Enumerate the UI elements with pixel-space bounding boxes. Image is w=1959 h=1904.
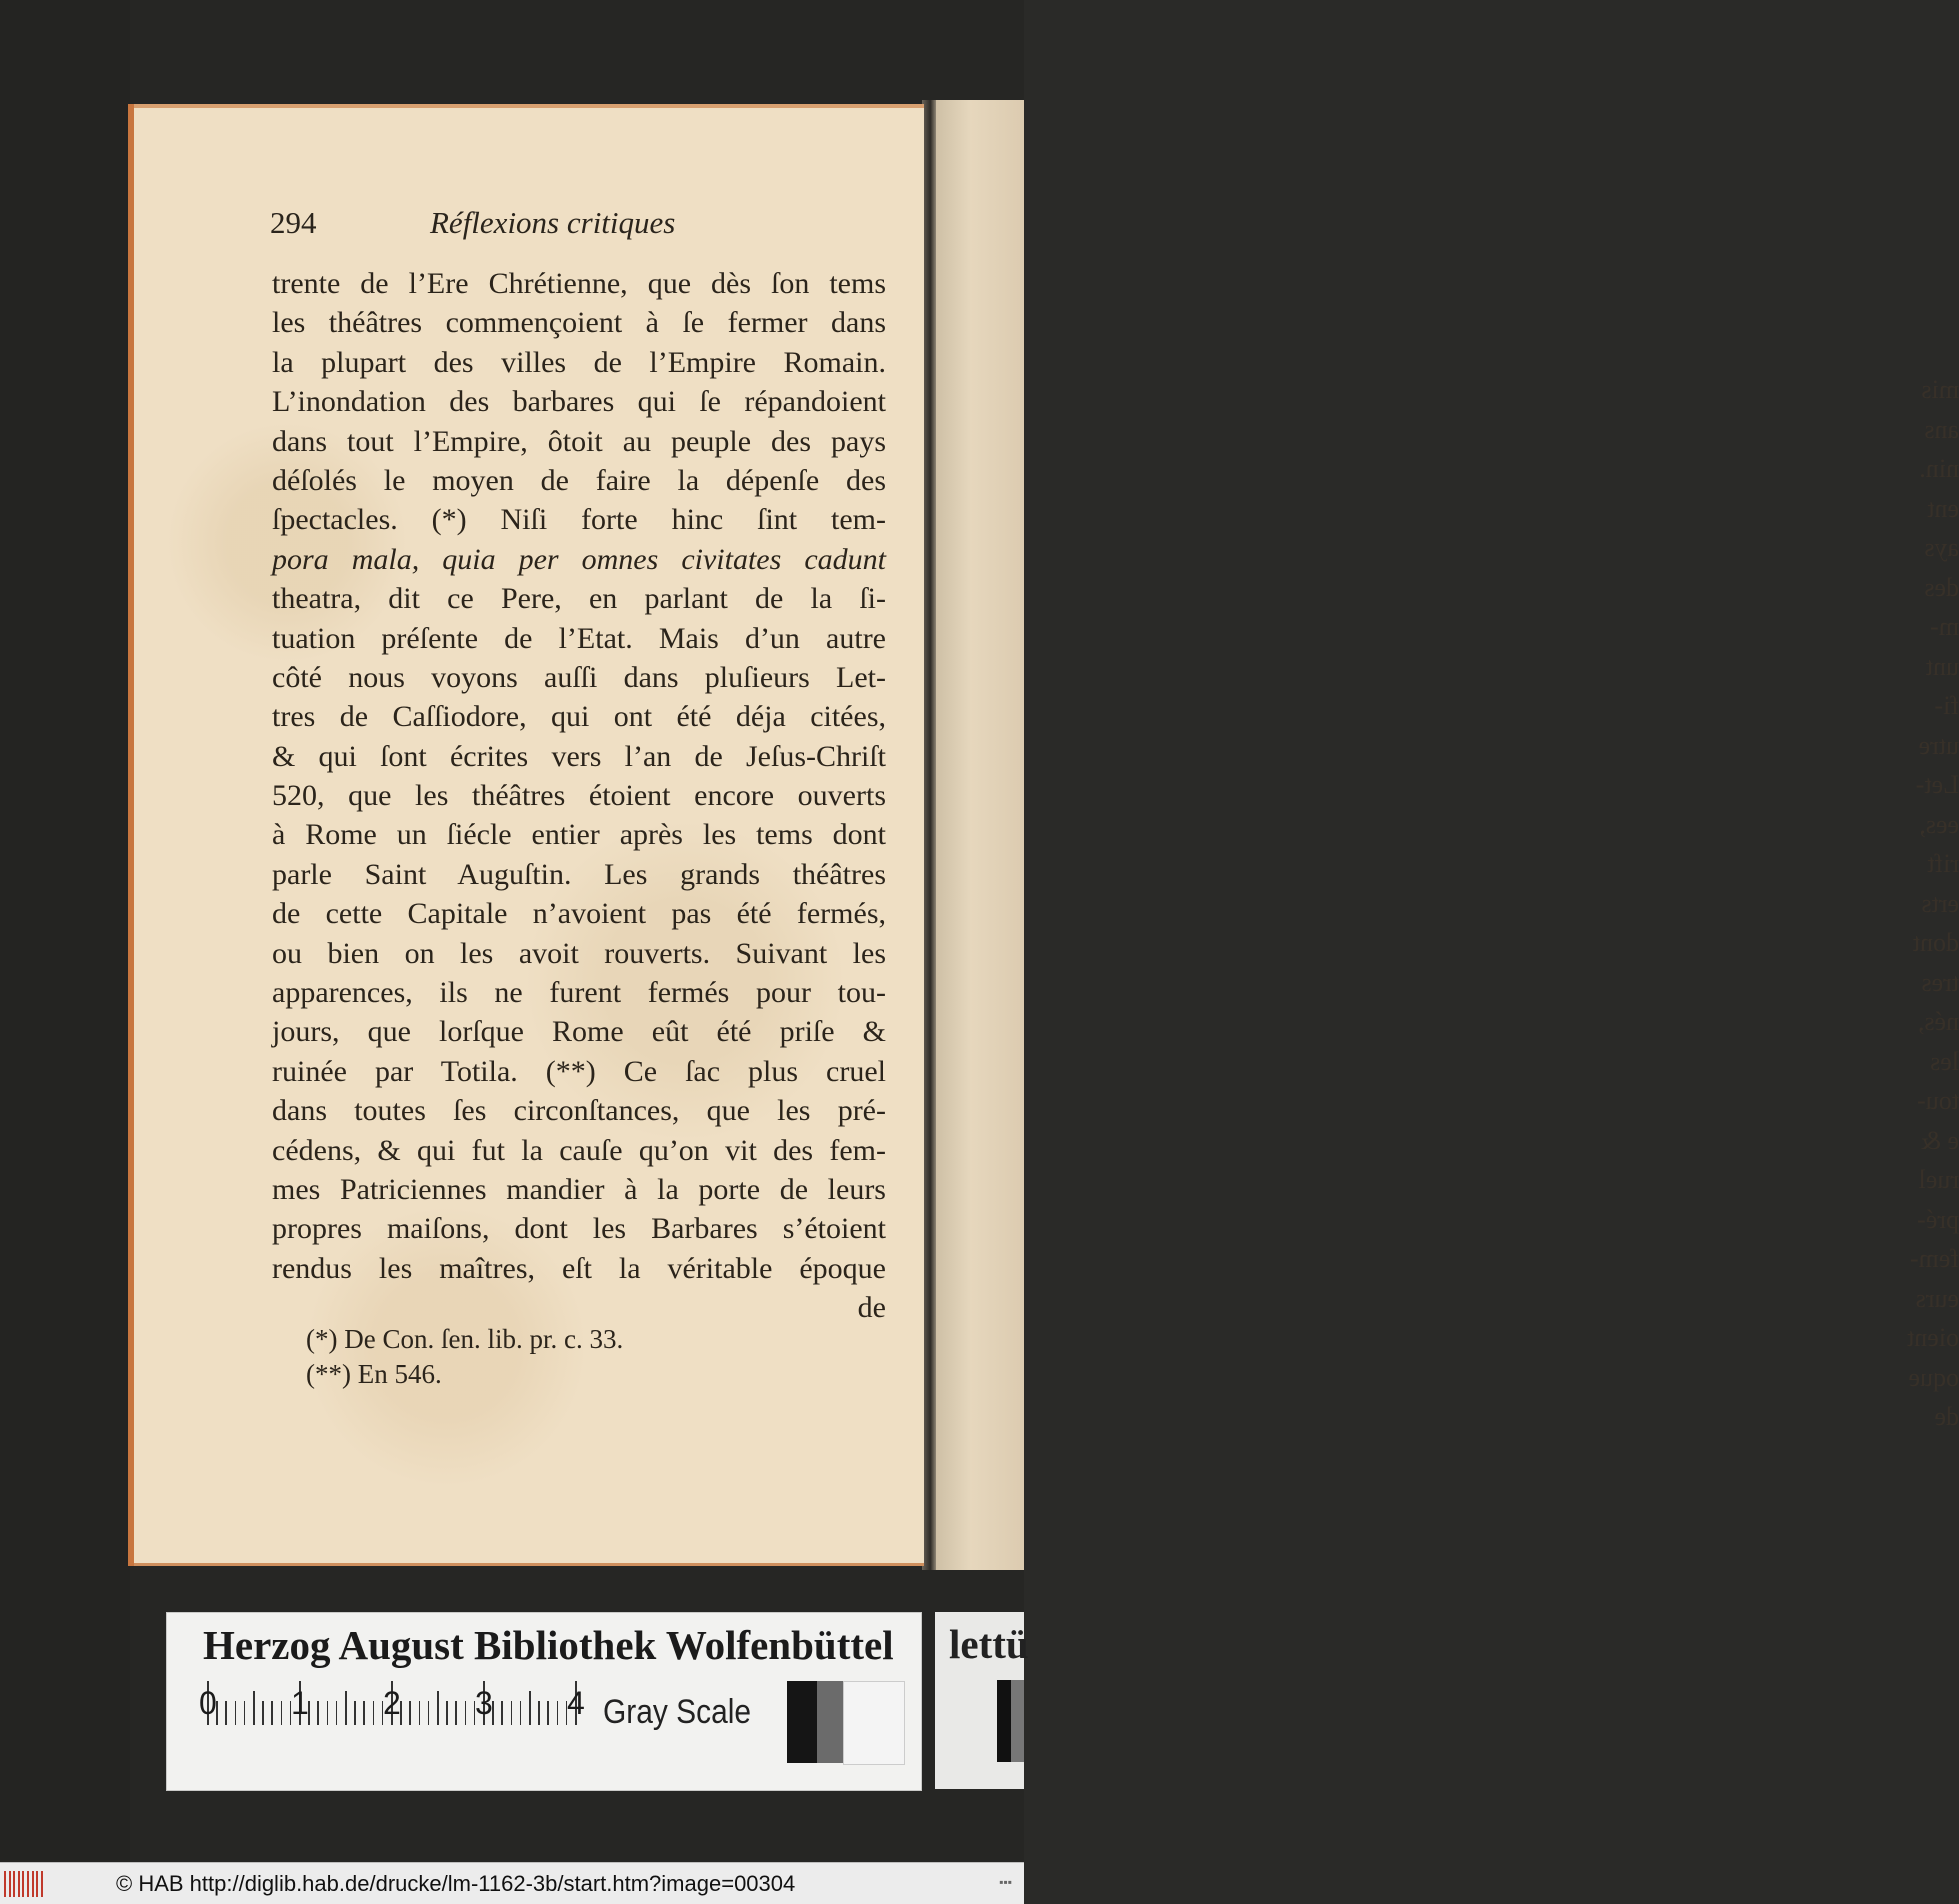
swatch-black bbox=[787, 1681, 817, 1763]
footer-url-text[interactable]: © HAB http://diglib.hab.de/drucke/lm-1162-3b/start.htm?image=00304 bbox=[116, 1871, 796, 1896]
facing-page-bleed bbox=[1875, 370, 1959, 1437]
logo-stripe bbox=[41, 1871, 43, 1897]
ruler-tick bbox=[373, 1701, 375, 1725]
swatch-gray bbox=[817, 1681, 843, 1763]
scale-number-3: 3 bbox=[475, 1685, 493, 1721]
bleed-line: oient bbox=[1907, 1323, 1959, 1352]
running-head bbox=[270, 205, 710, 245]
ruler-tick bbox=[244, 1701, 246, 1725]
bleed-line: pré- bbox=[1917, 1204, 1959, 1234]
scale-number-0: 0 bbox=[199, 1685, 217, 1721]
page-number: 294 bbox=[270, 205, 317, 240]
bleed-line: unt bbox=[1925, 651, 1959, 681]
ruler-tick bbox=[538, 1701, 540, 1725]
scale-number-2: 2 bbox=[383, 1685, 401, 1721]
text-line: tuation préſente de l’Etat. Mais d’un autre bbox=[272, 621, 886, 655]
ruler-tick bbox=[465, 1701, 467, 1725]
ruler-tick bbox=[345, 1691, 347, 1725]
text-line: dans toutes ſes circonſtances, que les pré- bbox=[272, 1094, 886, 1128]
gray-scale-label: Gray Scale bbox=[603, 1693, 752, 1731]
footnote-2: (**) En 546. bbox=[306, 1359, 442, 1389]
bleed-line: e & bbox=[1920, 1125, 1959, 1155]
text-line: les théâtres commençoient à ſe fermer dans bbox=[272, 306, 886, 340]
ruler-tick bbox=[363, 1701, 365, 1725]
logo-stripe bbox=[13, 1871, 15, 1897]
text-line: apparences, ils ne furent fermés pour tou- bbox=[272, 976, 886, 1010]
ruler-tick bbox=[271, 1701, 273, 1725]
footer-bar bbox=[0, 1862, 1024, 1904]
text-line: ou bien on les avoit rouverts. Suivant les bbox=[272, 936, 886, 970]
text-line: la plupart des villes de l’Empire Romain. bbox=[272, 345, 886, 379]
catchword: de bbox=[857, 1291, 886, 1325]
text-line: L’inondation des barbares qui ſe répandoient bbox=[272, 385, 886, 419]
text-line: trente de l’Ere Chrétienne, que dès ſon tems bbox=[272, 267, 886, 300]
bleed-line: nés, bbox=[1917, 1007, 1959, 1036]
ruler-tick bbox=[437, 1691, 439, 1725]
bleed-line: tou- bbox=[1917, 1086, 1959, 1115]
text-line: pora mala, quia per omnes civitates cadunt bbox=[272, 542, 886, 576]
swatch-white bbox=[843, 1681, 905, 1765]
text-line: cédens, & qui fut la cauſe qu’on vit des fem- bbox=[272, 1133, 886, 1167]
ruler-tick bbox=[455, 1701, 457, 1725]
body-text bbox=[272, 264, 886, 1328]
text-line: parle Saint Auguſtin. Les grands théâtres bbox=[272, 857, 886, 891]
book-gutter bbox=[922, 100, 936, 1570]
text-line: 520, que les théâtres étoient encore ouverts bbox=[272, 779, 886, 813]
text-line: ſpectacles. (*) Niſi forte hinc ſint tem- bbox=[272, 503, 886, 537]
bleed-line: utre bbox=[1918, 730, 1959, 760]
ruler-tick bbox=[419, 1701, 421, 1725]
ruler-tick bbox=[409, 1701, 411, 1725]
ruler-tick bbox=[428, 1701, 430, 1725]
ruler-tick bbox=[317, 1701, 319, 1725]
bleed-line: ruel bbox=[1918, 1165, 1959, 1194]
bleed-line: dont bbox=[1912, 928, 1959, 957]
ruler-tick bbox=[446, 1701, 448, 1725]
bleed-line: de bbox=[1934, 1402, 1959, 1431]
bleed-line: ays bbox=[1924, 533, 1959, 562]
bleed-line: nin. bbox=[1919, 454, 1959, 483]
footnote-1: (*) De Con. ſen. lib. pr. c. 33. bbox=[306, 1324, 624, 1354]
logo-stripe bbox=[27, 1871, 29, 1897]
ruler-tick bbox=[354, 1701, 356, 1725]
ruler-tick bbox=[336, 1701, 338, 1725]
text-line: déſolés le moyen de faire la dépenſe des bbox=[272, 463, 886, 497]
scan-left-margin bbox=[0, 0, 130, 1862]
bleed-line: ans bbox=[1924, 414, 1959, 444]
bleed-line: les bbox=[1930, 1046, 1959, 1076]
facing-page bbox=[935, 100, 1959, 1570]
text-line: dans tout l’Empire, ôtoit au peuple des pays bbox=[272, 424, 886, 458]
ruler-tick bbox=[262, 1701, 264, 1725]
scale-number-4: 4 bbox=[567, 1685, 585, 1721]
ruler-tick bbox=[547, 1701, 549, 1725]
text-line: côté nous voyons auſſi dans pluſieurs Let- bbox=[272, 660, 886, 694]
ruler-tick bbox=[235, 1701, 237, 1725]
bleed-line: m- bbox=[1930, 612, 1959, 641]
ruler-tick bbox=[327, 1701, 329, 1725]
bleed-line: Let- bbox=[1915, 770, 1959, 799]
bleed-line: des bbox=[1924, 572, 1959, 602]
bleed-line: mis bbox=[1921, 375, 1959, 404]
ruler-tick bbox=[253, 1691, 255, 1725]
text-line: de cette Capitale n’avoient pas été fermés, bbox=[272, 897, 886, 931]
logo-stripe bbox=[36, 1871, 38, 1897]
logo-stripe bbox=[4, 1871, 6, 1897]
text-line: tres de Caſſiodore, qui ont été déja citées, bbox=[272, 700, 886, 734]
facing-colorbar-fragment: lettü bbox=[949, 1621, 1029, 1667]
ruler-tick bbox=[501, 1701, 503, 1725]
logo-stripe bbox=[18, 1871, 20, 1897]
text-line: ruinée par Totila. (**) Ce ſac plus cruel bbox=[272, 1054, 886, 1088]
library-name: Herzog August Bibliothek Wolfenbüttel bbox=[203, 1622, 894, 1668]
bleed-line: erts bbox=[1921, 888, 1959, 918]
facing-swatch-gray bbox=[1011, 1680, 1024, 1762]
hab-logo-icon bbox=[4, 1871, 46, 1897]
bleed-line: fem- bbox=[1909, 1244, 1959, 1273]
bleed-line: tres bbox=[1921, 967, 1959, 997]
ruler-tick bbox=[511, 1701, 513, 1725]
text-line: theatra, dit ce Pere, en parlant de la ſi- bbox=[272, 582, 886, 616]
color-calibration-bar bbox=[166, 1612, 922, 1791]
ruler-tick bbox=[225, 1701, 227, 1725]
bleed-line: eurs bbox=[1915, 1283, 1959, 1313]
text-line: mes Patriciennes mandier à la porte de leurs bbox=[272, 1172, 886, 1206]
logo-stripe bbox=[22, 1871, 24, 1897]
bleed-line: ent bbox=[1927, 493, 1959, 523]
bleed-line: rift bbox=[1927, 849, 1959, 878]
footer-right-mark: ▪▪▪ bbox=[999, 1875, 1012, 1889]
text-line: jours, que lorſque Rome eût été priſe & bbox=[272, 1015, 886, 1049]
logo-stripe bbox=[32, 1871, 34, 1897]
text-line: & qui ſont écrites vers l’an de Jeſus-Chriſt bbox=[272, 739, 886, 773]
ruler-tick bbox=[529, 1691, 531, 1725]
logo-stripe bbox=[9, 1871, 11, 1897]
text-line: rendus les maîtres, eſt la véritable époque bbox=[272, 1251, 886, 1285]
facing-swatch-black bbox=[997, 1680, 1011, 1762]
text-line: à Rome un ſiécle entier après les tems dont bbox=[272, 818, 886, 852]
running-title: Réflexions critiques bbox=[430, 205, 676, 240]
scale-number-1: 1 bbox=[291, 1685, 309, 1721]
ruler-tick bbox=[557, 1701, 559, 1725]
bleed-line: oque bbox=[1908, 1362, 1959, 1392]
ruler-tick bbox=[281, 1701, 283, 1725]
ruler-tick bbox=[520, 1701, 522, 1725]
facing-colorbar bbox=[935, 1612, 1029, 1789]
bleed-line: fi- bbox=[1934, 691, 1959, 720]
bleed-line: ees, bbox=[1919, 809, 1959, 839]
text-line: propres maiſons, dont les Barbares s’étoient bbox=[272, 1212, 886, 1246]
footnotes bbox=[306, 1322, 866, 1392]
